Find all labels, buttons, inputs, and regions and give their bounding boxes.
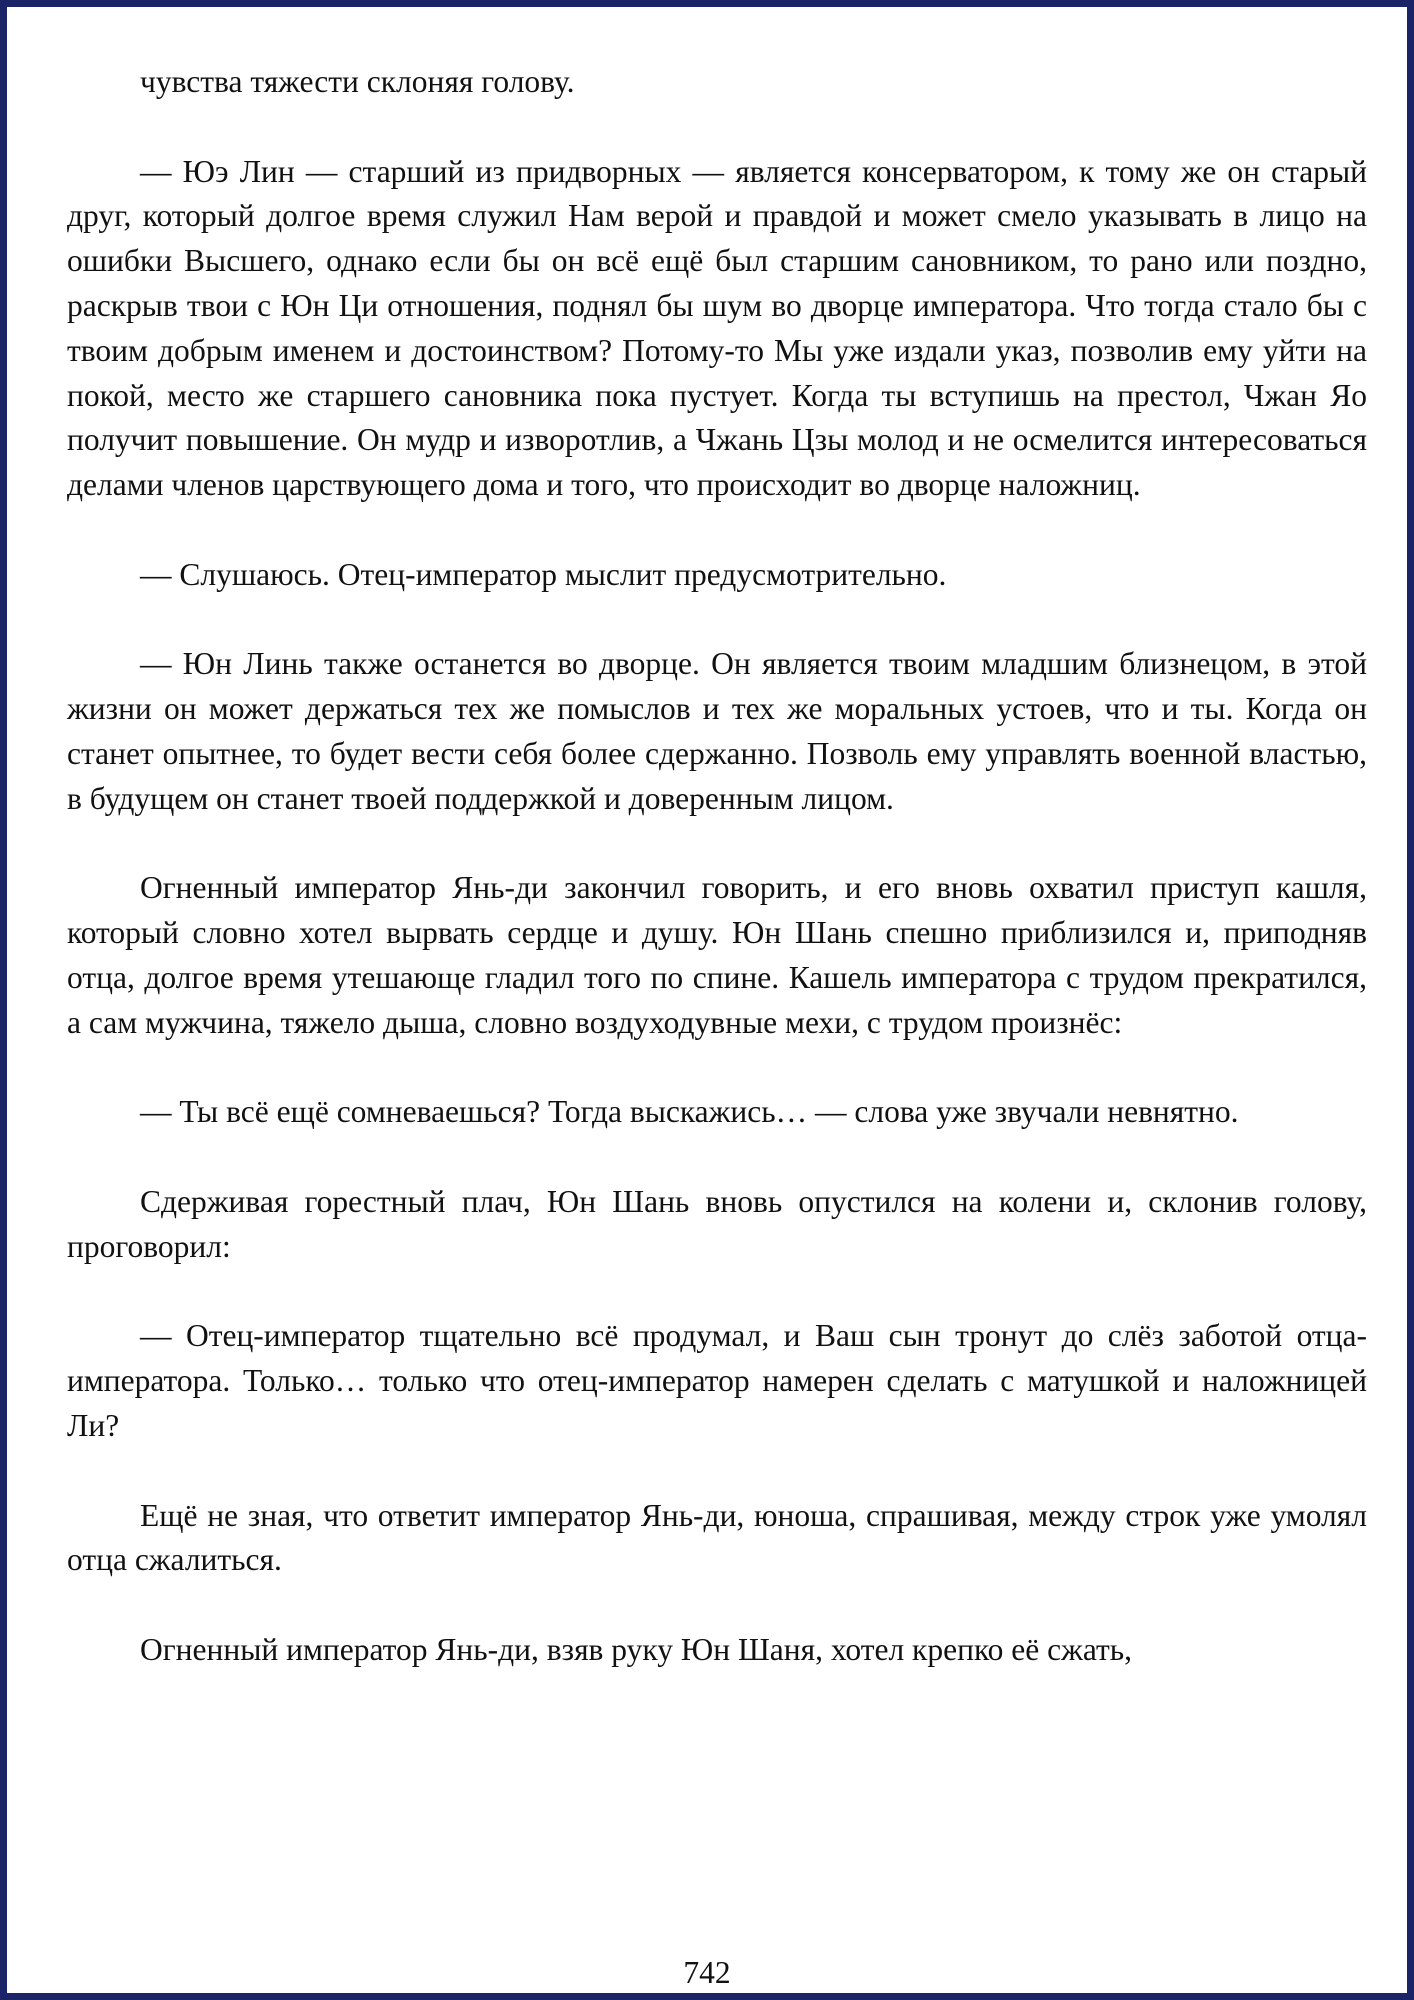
paragraph: Сдерживая горестный плач, Юн Шань вновь опустился на колени и, склонив голову, проговорил: bbox=[67, 1183, 1367, 1264]
paragraph: — Ты всё ещё сомневаешься? Тогда выскажись… — слова уже звучали невнятно. bbox=[140, 1094, 1239, 1130]
paragraph: Огненный император Янь-ди, взяв руку Юн Шаня, хотел крепко её сжать, bbox=[140, 1631, 1133, 1667]
paragraph: Ещё не зная, что ответит император Янь-ди, юноша, спрашивая, между строк уже умолял отца сжалиться. bbox=[67, 1497, 1367, 1578]
paragraph: — Юн Линь также останется во дворце. Он является твоим младшим близнецом, в этой жизни он может держаться тех же помыслов и тех же моральных устоев, что и ты. Когда он станет опытнее, то будет вести себя более сдержанно. Позволь ему управлять военной властью, в будущем он станет твоей поддержкой и доверенным лицом. bbox=[67, 646, 1367, 816]
paragraph: чувства тяжести склоняя голову. bbox=[140, 64, 575, 99]
page-number: 742 bbox=[683, 1955, 731, 1990]
paragraph: Огненный император Янь-ди закончил говорить, и его вновь охватил приступ кашля, который словно хотел вырвать сердце и душу. Юн Шань спешно приблизился и, приподняв отца, долгое время утешающе гладил того по спине. Кашель императора с трудом прекратился, а сам мужчина, тяжело дыша, словно воздуходувные мехи, с трудом произнёс: bbox=[67, 870, 1367, 1040]
body-text bbox=[67, 60, 1367, 1673]
paragraph: — Отец-император тщательно всё продумал, и Ваш сын тронут до слёз заботой отца-императора. Только… только что отец-император намерен сделать с матушкой и наложницей Ли? bbox=[67, 1318, 1367, 1443]
paragraph: — Юэ Лин — старший из придворных — является консерватором, к тому же он старый друг, который долгое время служил Нам верой и правдой и может смело указывать в лицо на ошибки Высшего, однако если бы он всё ещё был старшим сановником, то рано или поздно, раскрыв твои с Юн Ци отношения, поднял бы шум во дворце императора. Что тогда стало бы с твоим добрым именем и достоинством? Потому-то Мы уже издали указ, позволив ему уйти на покой, место же старшего сановника пока пустует. Когда ты вступишь на престол, Чжан Яо получит повышение. Он мудр и изворотлив, а Чжань Цзы молод и не осмелится интересоваться делами членов царствующего дома и того, что происходит во дворце наложниц. bbox=[67, 153, 1367, 503]
paragraph: — Слушаюсь. Отец-император мыслит предусмотрительно. bbox=[140, 556, 947, 592]
